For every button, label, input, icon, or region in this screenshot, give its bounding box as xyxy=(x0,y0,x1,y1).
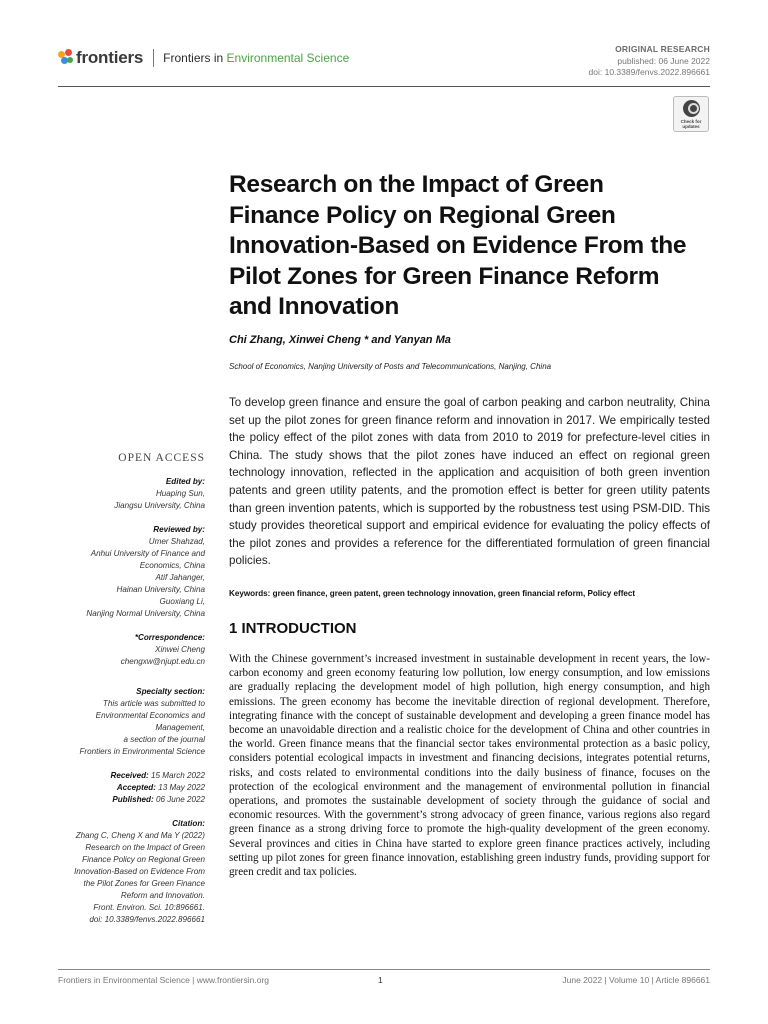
reviewer-line: Hainan University, China xyxy=(116,585,205,594)
journal-name: Frontiers in Environmental Science xyxy=(163,51,350,65)
logo-wordmark: frontiers xyxy=(76,48,144,67)
article-type: ORIGINAL RESEARCH xyxy=(615,44,710,54)
correspondent-name: Xinwei Cheng xyxy=(155,645,205,654)
reviewer-line: Guoxiang Li, xyxy=(159,597,205,606)
specialty-line: Environmental Economics and xyxy=(95,711,205,720)
introduction-paragraph: With the Chinese government’s increased investment in sustainable development in recent years, the low-carbon economy and green economy featuring low pollution, low energy consumption, and low emissions are gradually replacing the development model of high pollution, high energy consumption, and high emissions. The green economy has become the inevitable direction of regional development. Therefore, integrating finance with the concept of sustainable development and developing a green finance model has become an unavoidable direction and a realistic choice for the development of China and other countries in the world. Green finance means that the financial sector takes environmental protection as a basic policy, considers potential ecological impacts in investment and financing decisions, integrates potential returns, risks, and costs related to environmental conditions into the daily business of finance, focuses on the protection of the ecological environment and the management of environmental pollution in financial operations, and promotes the sustainable development of society through the guidance of social and economic resources. With the government’s strong advocacy of green finance, various regions also regard green finance as a strong driving force to promote the high-quality development of the green economy. Several provinces and cities in China have started to explore green finance practices actively, including setting up pilot zones for green finance innovation, establishing green industry funds, providing support for green credit and tax policies. xyxy=(229,653,710,879)
article-title: Research on the Impact of Green Finance Policy on Regional Green Innovation-Based on Evidence From the Pilot Zones for Green Finance Reform and Innovation xyxy=(229,171,687,320)
footer-issue-info: June 2022 | Volume 10 | Article 896661 xyxy=(562,975,710,985)
article-doi[interactable]: doi: 10.3389/fenvs.2022.896661 xyxy=(588,67,710,77)
reviewer-line: Anhui University of Finance and xyxy=(90,549,205,558)
crossmark-icon xyxy=(683,100,700,117)
published-date: published: 06 June 2022 xyxy=(617,55,710,66)
citation-line: Front. Environ. Sci. 10:896661. xyxy=(93,903,205,912)
open-access-label: OPEN ACCESS xyxy=(118,452,205,464)
citation-line: Reform and Innovation. xyxy=(120,891,205,900)
edited-by-label: Edited by: xyxy=(165,477,205,486)
citation-line: Research on the Impact of Green xyxy=(85,843,205,852)
specialty-line: Frontiers in Environmental Science xyxy=(79,747,205,756)
affiliation: School of Economics, Nanjing University of Posts and Telecommunications, Nanjing, China xyxy=(229,362,552,371)
edited-by-block xyxy=(50,476,205,512)
dates-block xyxy=(50,770,205,806)
reviewer-line: Umer Shahzad, xyxy=(148,537,205,546)
editor-line: Jiangsu University, China xyxy=(114,501,205,510)
reviewed-by-label: Reviewed by: xyxy=(153,525,205,534)
journal-header-logo[interactable] xyxy=(58,44,349,72)
citation-block xyxy=(50,818,205,926)
citation-line: Zhang C, Cheng X and Ma Y (2022) xyxy=(75,831,205,840)
logo-separator xyxy=(153,49,154,67)
correspondence-label: *Correspondence: xyxy=(134,633,205,642)
author-list: Chi Zhang, Xinwei Cheng * and Yanyan Ma xyxy=(229,334,451,346)
accepted-date: Accepted: 13 May 2022 xyxy=(116,783,205,792)
article-sidebar xyxy=(50,452,205,938)
specialty-line: Management, xyxy=(155,723,205,732)
keywords: Keywords: green finance, green patent, green technology innovation, green financial reform, Policy effect xyxy=(229,589,636,598)
specialty-label: Specialty section: xyxy=(136,687,205,696)
specialty-line: a section of the journal xyxy=(123,735,205,744)
article-meta xyxy=(589,44,710,79)
frontiers-logo-icon xyxy=(58,49,74,67)
reviewer-line: Nanjing Normal University, China xyxy=(86,609,205,618)
header-divider xyxy=(58,86,710,87)
specialty-block xyxy=(50,686,205,758)
citation-line: Innovation-Based on Evidence From xyxy=(74,867,205,876)
citation-label: Citation: xyxy=(172,819,205,828)
reviewer-line: Atif Jahanger, xyxy=(155,573,205,582)
citation-doi[interactable]: doi: 10.3389/fenvs.2022.896661 xyxy=(89,915,205,924)
correspondent-email[interactable]: chengxw@njupt.edu.cn xyxy=(120,657,205,666)
received-date: Received: 15 March 2022 xyxy=(110,771,205,780)
citation-line: the Pilot Zones for Green Finance xyxy=(83,879,205,888)
published-date-sidebar: Published: 06 June 2022 xyxy=(112,795,205,804)
footer-journal-link[interactable]: Frontiers in Environmental Science | www.frontiersin.org xyxy=(58,975,270,985)
citation-line: Finance Policy on Regional Green xyxy=(82,855,205,864)
page-number: 1 xyxy=(378,975,383,985)
footer-divider xyxy=(58,969,710,970)
correspondence-block xyxy=(50,632,205,668)
section-heading: 1 INTRODUCTION xyxy=(229,620,357,637)
reviewed-by-block xyxy=(50,524,205,620)
editor-line: Huaping Sun, xyxy=(155,489,205,498)
reviewer-line: Economics, China xyxy=(139,561,205,570)
check-updates-label: Check for updates xyxy=(680,118,702,129)
specialty-line: This article was submitted to xyxy=(102,699,205,708)
abstract: To develop green finance and ensure the goal of carbon peaking and carbon neutrality, China set up the pilot zones for green finance reform and innovation in 2017. We empirically tested the policy effect of the pilot zones with data from 2010 to 2019 for prefecture-level cities in China. The study shows that the pilot zones have induced an effect on regional green technology innovation, reflected in the application and acquisition of both green invention patents and green utility patents, and the promotion effect is better for green utility patents than green invention patents, which is supported by the robustness test using PSM-DID. This study provides theoretical support and empirical evidence for evaluating the policy effects of the pilot zones and provides a reference for the differentiated formulation of green financial policies. xyxy=(229,396,710,568)
check-for-updates-button[interactable] xyxy=(673,96,709,132)
